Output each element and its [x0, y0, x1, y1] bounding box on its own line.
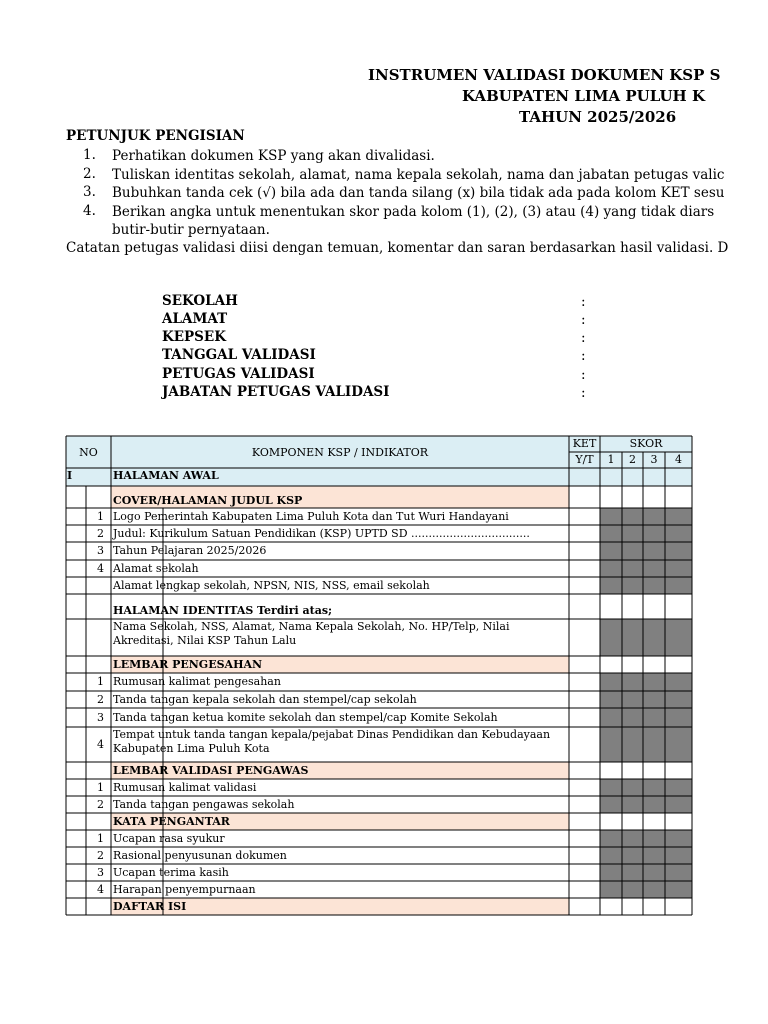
identity-colon: : [581, 294, 586, 310]
row-number: 1 [97, 509, 104, 523]
subsection-title: DAFTAR ISI [113, 899, 187, 913]
identity-label-sekolah: SEKOLAH [162, 293, 238, 309]
instruction-number: 1. [83, 147, 96, 163]
row-number: 2 [97, 526, 104, 540]
score-shaded-cell [600, 560, 692, 577]
column-header-komponen: KOMPONEN KSP / INDIKATOR [251, 446, 429, 459]
validation-note: Catatan petugas validasi diisi dengan temuan, komentar dan saran berdasarkan hasil validasi. D [66, 240, 729, 256]
identity-label-tanggal: TANGGAL VALIDASI [162, 347, 316, 363]
identity-colon: : [581, 330, 586, 346]
identity-label-petugas: PETUGAS VALIDASI [162, 366, 315, 382]
score-shaded-cell [600, 830, 692, 847]
doc-title-line2: KABUPATEN LIMA PULUH K [462, 87, 705, 105]
indicator-text: Tahun Pelajaran 2025/2026 [113, 544, 267, 557]
section-title: HALAMAN AWAL [113, 469, 219, 482]
subsection-title: LEMBAR VALIDASI PENGAWAS [113, 763, 309, 777]
row-number: 1 [97, 831, 104, 845]
score-shaded-cell [600, 779, 692, 796]
row-number: 3 [97, 710, 104, 724]
score-shaded-cell [600, 577, 692, 594]
score-shaded-cell [600, 673, 692, 691]
identity-colon: : [581, 385, 586, 401]
score-shaded-cell [600, 881, 692, 898]
score-shaded-cell [600, 542, 692, 560]
indicator-text: Rumusan kalimat validasi [113, 780, 257, 794]
identity-label-alamat: ALAMAT [162, 311, 228, 327]
row-number: 2 [97, 797, 104, 811]
column-header-skor-4: 4 [675, 453, 682, 466]
indicator-text: Judul: Kurikulum Satuan Pendidikan (KSP) UPTD SD .................................. [113, 526, 530, 540]
row-number: 2 [97, 692, 104, 706]
row-number: 2 [97, 848, 104, 862]
score-shaded-cell [600, 525, 692, 542]
indicator-text: Logo Pemerintah Kabupaten Lima Puluh Kota dan Tut Wuri Handayani [113, 509, 509, 523]
row-number: 1 [97, 675, 104, 688]
identity-label-kepsek: KEPSEK [162, 329, 226, 345]
instruction-text: Berikan angka untuk menentukan skor pada kolom (1), (2), (3) atau (4) yang tidak diars [112, 204, 715, 220]
row-number: 4 [97, 737, 104, 751]
indicator-text: Harapan penyempurnaan [113, 882, 256, 896]
section-number: I [67, 469, 73, 482]
column-header-skor: SKOR [629, 437, 663, 450]
indicator-text: Tanda tangan pengawas sekolah [113, 797, 295, 811]
subsection-title: HALAMAN IDENTITAS Terdiri atas; [113, 603, 333, 617]
doc-title-line3: TAHUN 2025/2026 [519, 108, 677, 126]
indicator-text: Alamat lengkap sekolah, NPSN, NIS, NSS, email sekolah [113, 578, 430, 592]
row-number: 3 [97, 544, 104, 557]
instruction-number: 4. [83, 203, 96, 219]
column-header-ket: KET [572, 437, 597, 450]
row-number: 4 [97, 882, 104, 896]
column-header-skor-2: 2 [629, 453, 636, 466]
indicator-text: Rasional penyusunan dokumen [113, 848, 287, 862]
indicator-text: Rumusan kalimat pengesahan [113, 675, 281, 688]
row-number: 4 [97, 561, 104, 575]
instruction-text: Perhatikan dokumen KSP yang akan divalidasi. [112, 148, 435, 164]
score-shaded-cell [600, 864, 692, 881]
identity-label-jabatan: JABATAN PETUGAS VALIDASI [162, 384, 390, 400]
score-shaded-cell [600, 708, 692, 727]
subsection-title: LEMBAR PENGESAHAN [113, 657, 263, 671]
identity-colon: : [581, 367, 586, 383]
column-header-no: NO [79, 446, 98, 459]
indicator-text: Alamat sekolah [113, 561, 199, 575]
score-shaded-cell [600, 796, 692, 813]
subsection-title: KATA PENGANTAR [113, 814, 230, 828]
indicator-text: Tanda tangan kepala sekolah dan stempel/cap sekolah [113, 692, 417, 706]
indicator-text: Tanda tangan ketua komite sekolah dan stempel/cap Komite Sekolah [113, 710, 498, 724]
instruction-text: Bubuhkan tanda cek (√) bila ada dan tanda silang (x) bila tidak ada pada kolom KET sesu [112, 185, 725, 201]
score-shaded-cell [600, 847, 692, 864]
column-header-yt: Y/T [575, 453, 594, 466]
column-header-skor-1: 1 [607, 453, 615, 466]
doc-title-line1: INSTRUMEN VALIDASI DOKUMEN KSP S [368, 66, 721, 84]
identity-colon: : [581, 312, 586, 328]
indicator-text: Nama Sekolah, NSS, Alamat, Nama Kepala Sekolah, No. HP/Telp, Nilai Akreditasi, Nilai KSP Tahun Lalu [113, 620, 510, 647]
subsection-title: COVER/HALAMAN JUDUL KSP [113, 494, 303, 507]
score-shaded-cell [600, 727, 692, 762]
score-shaded-cell [600, 508, 692, 525]
instruction-text: Tuliskan identitas sekolah, alamat, nama kepala sekolah, nama dan jabatan petugas valic [112, 167, 725, 183]
score-shaded-cell [600, 619, 692, 656]
indicator-text: Ucapan rasa syukur [113, 831, 225, 845]
indicator-text: Ucapan terima kasih [113, 865, 229, 879]
score-shaded-cell [600, 691, 692, 708]
instruction-number: 3. [83, 184, 96, 200]
identity-colon: : [581, 348, 586, 364]
instruction-text-continued: butir-butir pernyataan. [112, 222, 270, 238]
column-header-skor-3: 3 [650, 453, 658, 466]
indicator-text: Tempat untuk tanda tangan kepala/pejabat Dinas Pendidikan dan Kebudayaan Kabupaten Lima Puluh Kota [113, 728, 551, 755]
instruction-number: 2. [83, 166, 96, 182]
row-number: 1 [97, 780, 104, 794]
instructions-title: PETUNJUK PENGISIAN [66, 128, 245, 144]
row-number: 3 [97, 865, 104, 879]
